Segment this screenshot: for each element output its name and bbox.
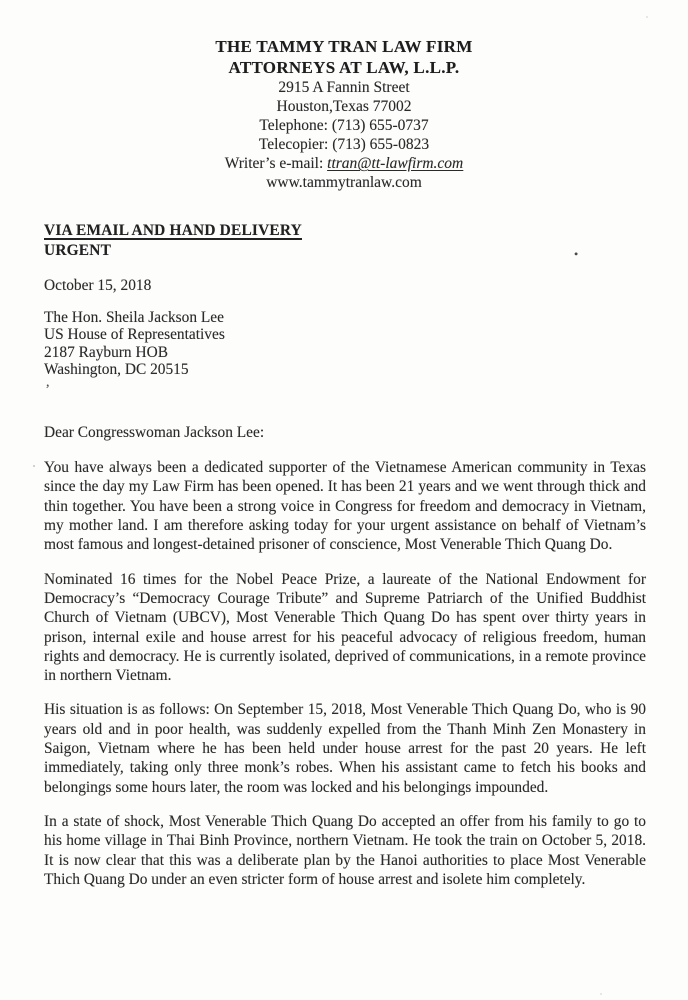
scan-artifact <box>600 993 602 995</box>
recipient-org: US House of Representatives <box>44 326 225 344</box>
letter-paragraph-1: You have always been a dedicated supporter of the Vietnamese American community in Texas since the day my Law Firm has been opened. It has been 21 years and we went through thick and thin together. You have been a strong voice in Congress for freedom and democracy in Vietnam, my mother land. I am therefore asking today for your urgent assistance on behalf of Vietnam’s most famous and longest-detained prisoner of conscience, Most Venerable Thich Quang Do. <box>44 459 646 554</box>
firm-street-address: 2915 A Fannin Street <box>278 79 410 96</box>
firm-website: www.tammytranlaw.com <box>266 174 422 191</box>
scan-artifact <box>33 465 35 467</box>
scan-artifact: , <box>46 375 50 390</box>
recipient-street: 2187 Rayburn HOB <box>44 343 168 361</box>
writer-email-line <box>0 154 688 173</box>
recipient-city: Washington, DC 20515 <box>44 360 189 378</box>
recipient-name: The Hon. Sheila Jackson Lee <box>44 309 224 326</box>
writer-email-label: Writer’s e-mail: <box>224 155 328 172</box>
letter-paragraph-4: In a state of shock, Most Venerable Thich Quang Do accepted an offer from his family to go to his home village in Thai Binh Province, northern Vietnam. He took the train on October 5, 2018. It is now clear that this was a deliberate plan by the Hanoi authorities to place Most Venerable Thich Quang Do under an even stricter form of house arrest and isolete him completely. <box>44 812 646 888</box>
firm-name: THE TAMMY TRAN LAW FIRM <box>215 37 473 56</box>
letterhead <box>0 0 688 192</box>
scan-artifact: • <box>574 247 579 261</box>
delivery-method-line: VIA EMAIL AND HAND DELIVERY <box>44 222 302 239</box>
writer-email-address: ttran@tt-lawfirm.com <box>327 155 464 172</box>
letter-body <box>44 221 646 889</box>
delivery-block <box>44 221 646 261</box>
recipient-block <box>44 309 646 378</box>
firm-telecopier: Telecopier: (713) 655-0823 <box>258 136 430 153</box>
salutation: Dear Congresswoman Jackson Lee: <box>44 424 265 442</box>
firm-subtitle: ATTORNEYS AT LAW, L.L.P. <box>228 58 460 77</box>
letter-date: October 15, 2018 <box>44 277 152 294</box>
firm-city-state-zip: Houston,Texas 77002 <box>276 98 412 115</box>
letter-paragraph-3: His situation is as follows: On September 15, 2018, Most Venerable Thich Quang Do, who is 90 years old and in poor health, was suddenly expelled from the Thanh Minh Zen Monastery in Saigon, Vietnam where he has been held under house arrest for the past 20 years. He left immediately, taking only three monk’s robes. When his assistant came to fetch his books and belongings some hours later, the room was locked and his belongings impounded. <box>44 701 646 796</box>
letter-paragraph-2: Nominated 16 times for the Nobel Peace Prize, a laureate of the National Endowment for Democracy’s “Democracy Courage Tribute” and Supreme Patriarch of the Unified Buddhist Church of Vietnam (UBCV), Most Venerable Thich Quang Do has spent over thirty years in prison, internal exile and house arrest for his peaceful advocacy of religious freedom, human rights and democracy. He is currently isolated, deprived of communications, in a remote province in northern Vietnam. <box>44 570 646 685</box>
urgent-label: URGENT <box>44 242 112 259</box>
firm-telephone: Telephone: (713) 655-0737 <box>259 117 429 134</box>
